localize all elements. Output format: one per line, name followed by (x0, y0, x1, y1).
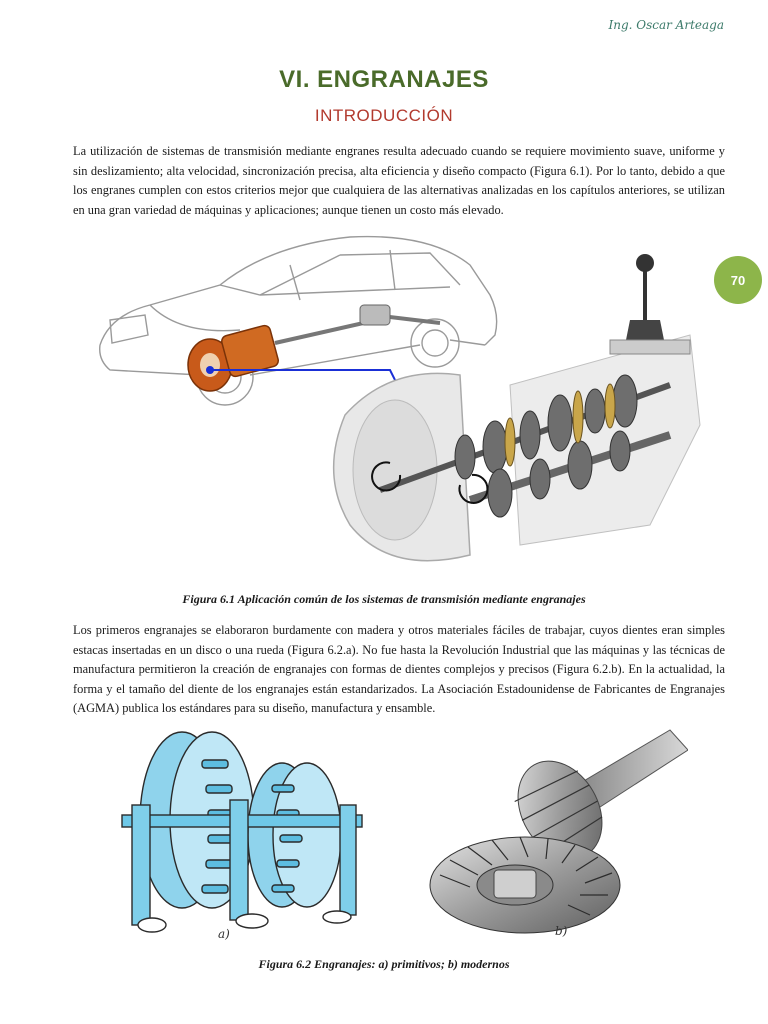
figure-6-2-caption: Figura 6.2 Engranajes: a) primitivos; b) modernos (258, 957, 510, 971)
section-title: INTRODUCCIÓN (314, 106, 454, 125)
leader-dot-start (206, 366, 214, 374)
primitive-gears-illustration (112, 725, 374, 945)
author-header: Ing. Oscar Arteaga (608, 18, 724, 32)
figure-label-b: b) (555, 924, 568, 938)
car-gearbox-illustration (90, 225, 710, 583)
history-paragraph: Los primeros engranajes se elaboraron burdamente con madera y otros materiales fáciles de trabajar, cuyos dientes eran simples estacas insertadas en un disco o una rueda (Figura 6.2.a). No fue hasta la Revolución Industrial que las máquinas y las técnicas de manufactura permitieron la creación de engranajes con formas de dientes complejos y precisos (Figura 6.2.b). En la actualidad, la forma y el tamaño del diente de los engranajes están estandarizados. La Asociación Estadounidense de Fabricantes de Engranajes (AGMA) publica los estándares para su diseño, manufactura y ensamble. (73, 623, 725, 715)
chapter-title: VI. ENGRANAJES (279, 66, 489, 93)
figure-6-1-caption: Figura 6.1 Aplicación común de los sistemas de transmisión mediante engranajes (182, 592, 586, 606)
modern-bevel-gears-illustration (420, 725, 688, 945)
figure-label-a: a) (218, 927, 230, 941)
intro-paragraph: La utilización de sistemas de transmisión mediante engranes resulta adecuado cuando se requiere movimiento suave, uniforme y sin deslizamiento; alta velocidad, sincronización precisa, alta eficiencia y diseño compacto (Figura 6.1). Por lo tanto, debido a que los engranes cumplen con estos criterios mejor que cualquiera de las alternativas analizadas en los capítulos anteriores, se utilizan en una gran variedad de máquinas y aplicaciones; aunque tienen un costo más elevado. (73, 144, 725, 217)
page-number-badge: 70 (714, 256, 762, 304)
gearbox-housing-drawing (334, 335, 700, 561)
